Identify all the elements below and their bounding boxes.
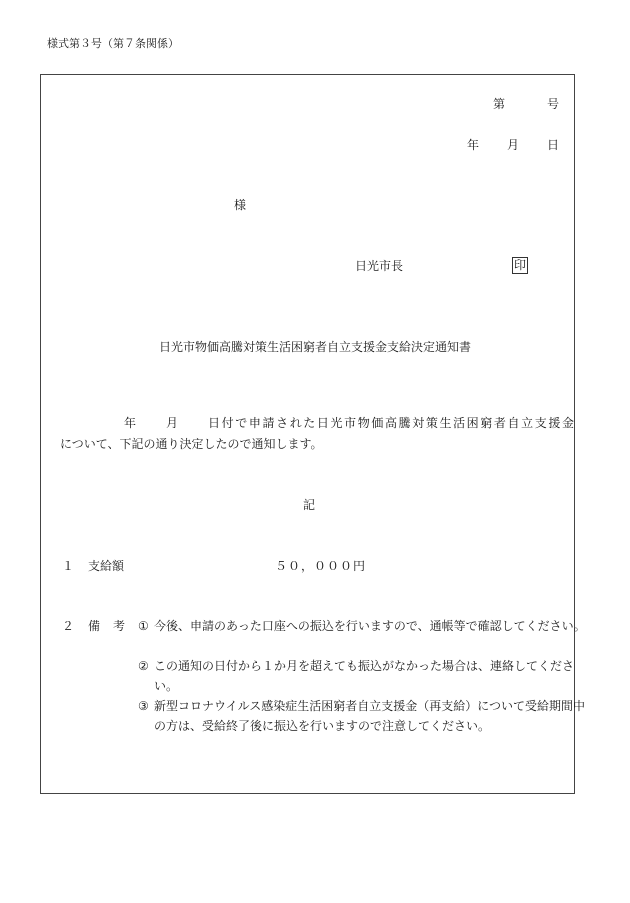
note-1-mark: ① bbox=[138, 619, 149, 633]
body-year: 年 bbox=[124, 416, 137, 430]
note-3-mark: ③ bbox=[138, 699, 149, 713]
item2-number: ２ bbox=[62, 619, 75, 633]
item1-amount: ５０，０００円 bbox=[275, 559, 367, 573]
ki-heading: 記 bbox=[303, 498, 316, 512]
date-day: 日 bbox=[547, 138, 560, 152]
item2-label-b: 考 bbox=[113, 619, 126, 633]
item2-label-a: 備 bbox=[88, 619, 101, 633]
note-2-mark: ② bbox=[138, 659, 149, 673]
official-seal-mark bbox=[512, 257, 528, 274]
note-3 bbox=[138, 696, 590, 736]
body-text-line-1: 日付で申請された日光市物価高騰対策生活困窮者自立支援金 bbox=[208, 416, 574, 430]
doc-number-dai: 第 bbox=[493, 97, 506, 111]
body-month: 月 bbox=[166, 416, 179, 430]
form-number-header: 様式第３号（第７条関係） bbox=[47, 37, 179, 50]
addressee-suffix: 様 bbox=[234, 198, 247, 212]
date-year: 年 bbox=[467, 138, 480, 152]
seal-character: 印 bbox=[514, 258, 527, 272]
issuer-name: 日光市長 bbox=[355, 259, 404, 273]
note-2-text: この通知の日付から１か月を超えても振込がなかった場合は、連絡してください。 bbox=[154, 659, 575, 693]
note-3-text: 新型コロナウイルス感染症生活困窮者自立支援金（再支給）について受給期間中の方は、受給終了後に振込を行いますので注意してください。 bbox=[154, 699, 586, 733]
note-1-text: 今後、申請のあった口座への振込を行いますので、通帳等で確認してください。 bbox=[154, 619, 586, 633]
note-2 bbox=[138, 656, 590, 696]
item1-number: １ bbox=[62, 559, 75, 573]
note-1 bbox=[138, 616, 590, 636]
document-title: 日光市物価高騰対策生活困窮者自立支援金支給決定通知書 bbox=[158, 340, 471, 354]
doc-number-go: 号 bbox=[547, 97, 560, 111]
date-month: 月 bbox=[507, 138, 520, 152]
item1-label: 支給額 bbox=[88, 559, 125, 573]
body-text-line-2: について、下記の通り決定したので通知します。 bbox=[60, 437, 323, 451]
